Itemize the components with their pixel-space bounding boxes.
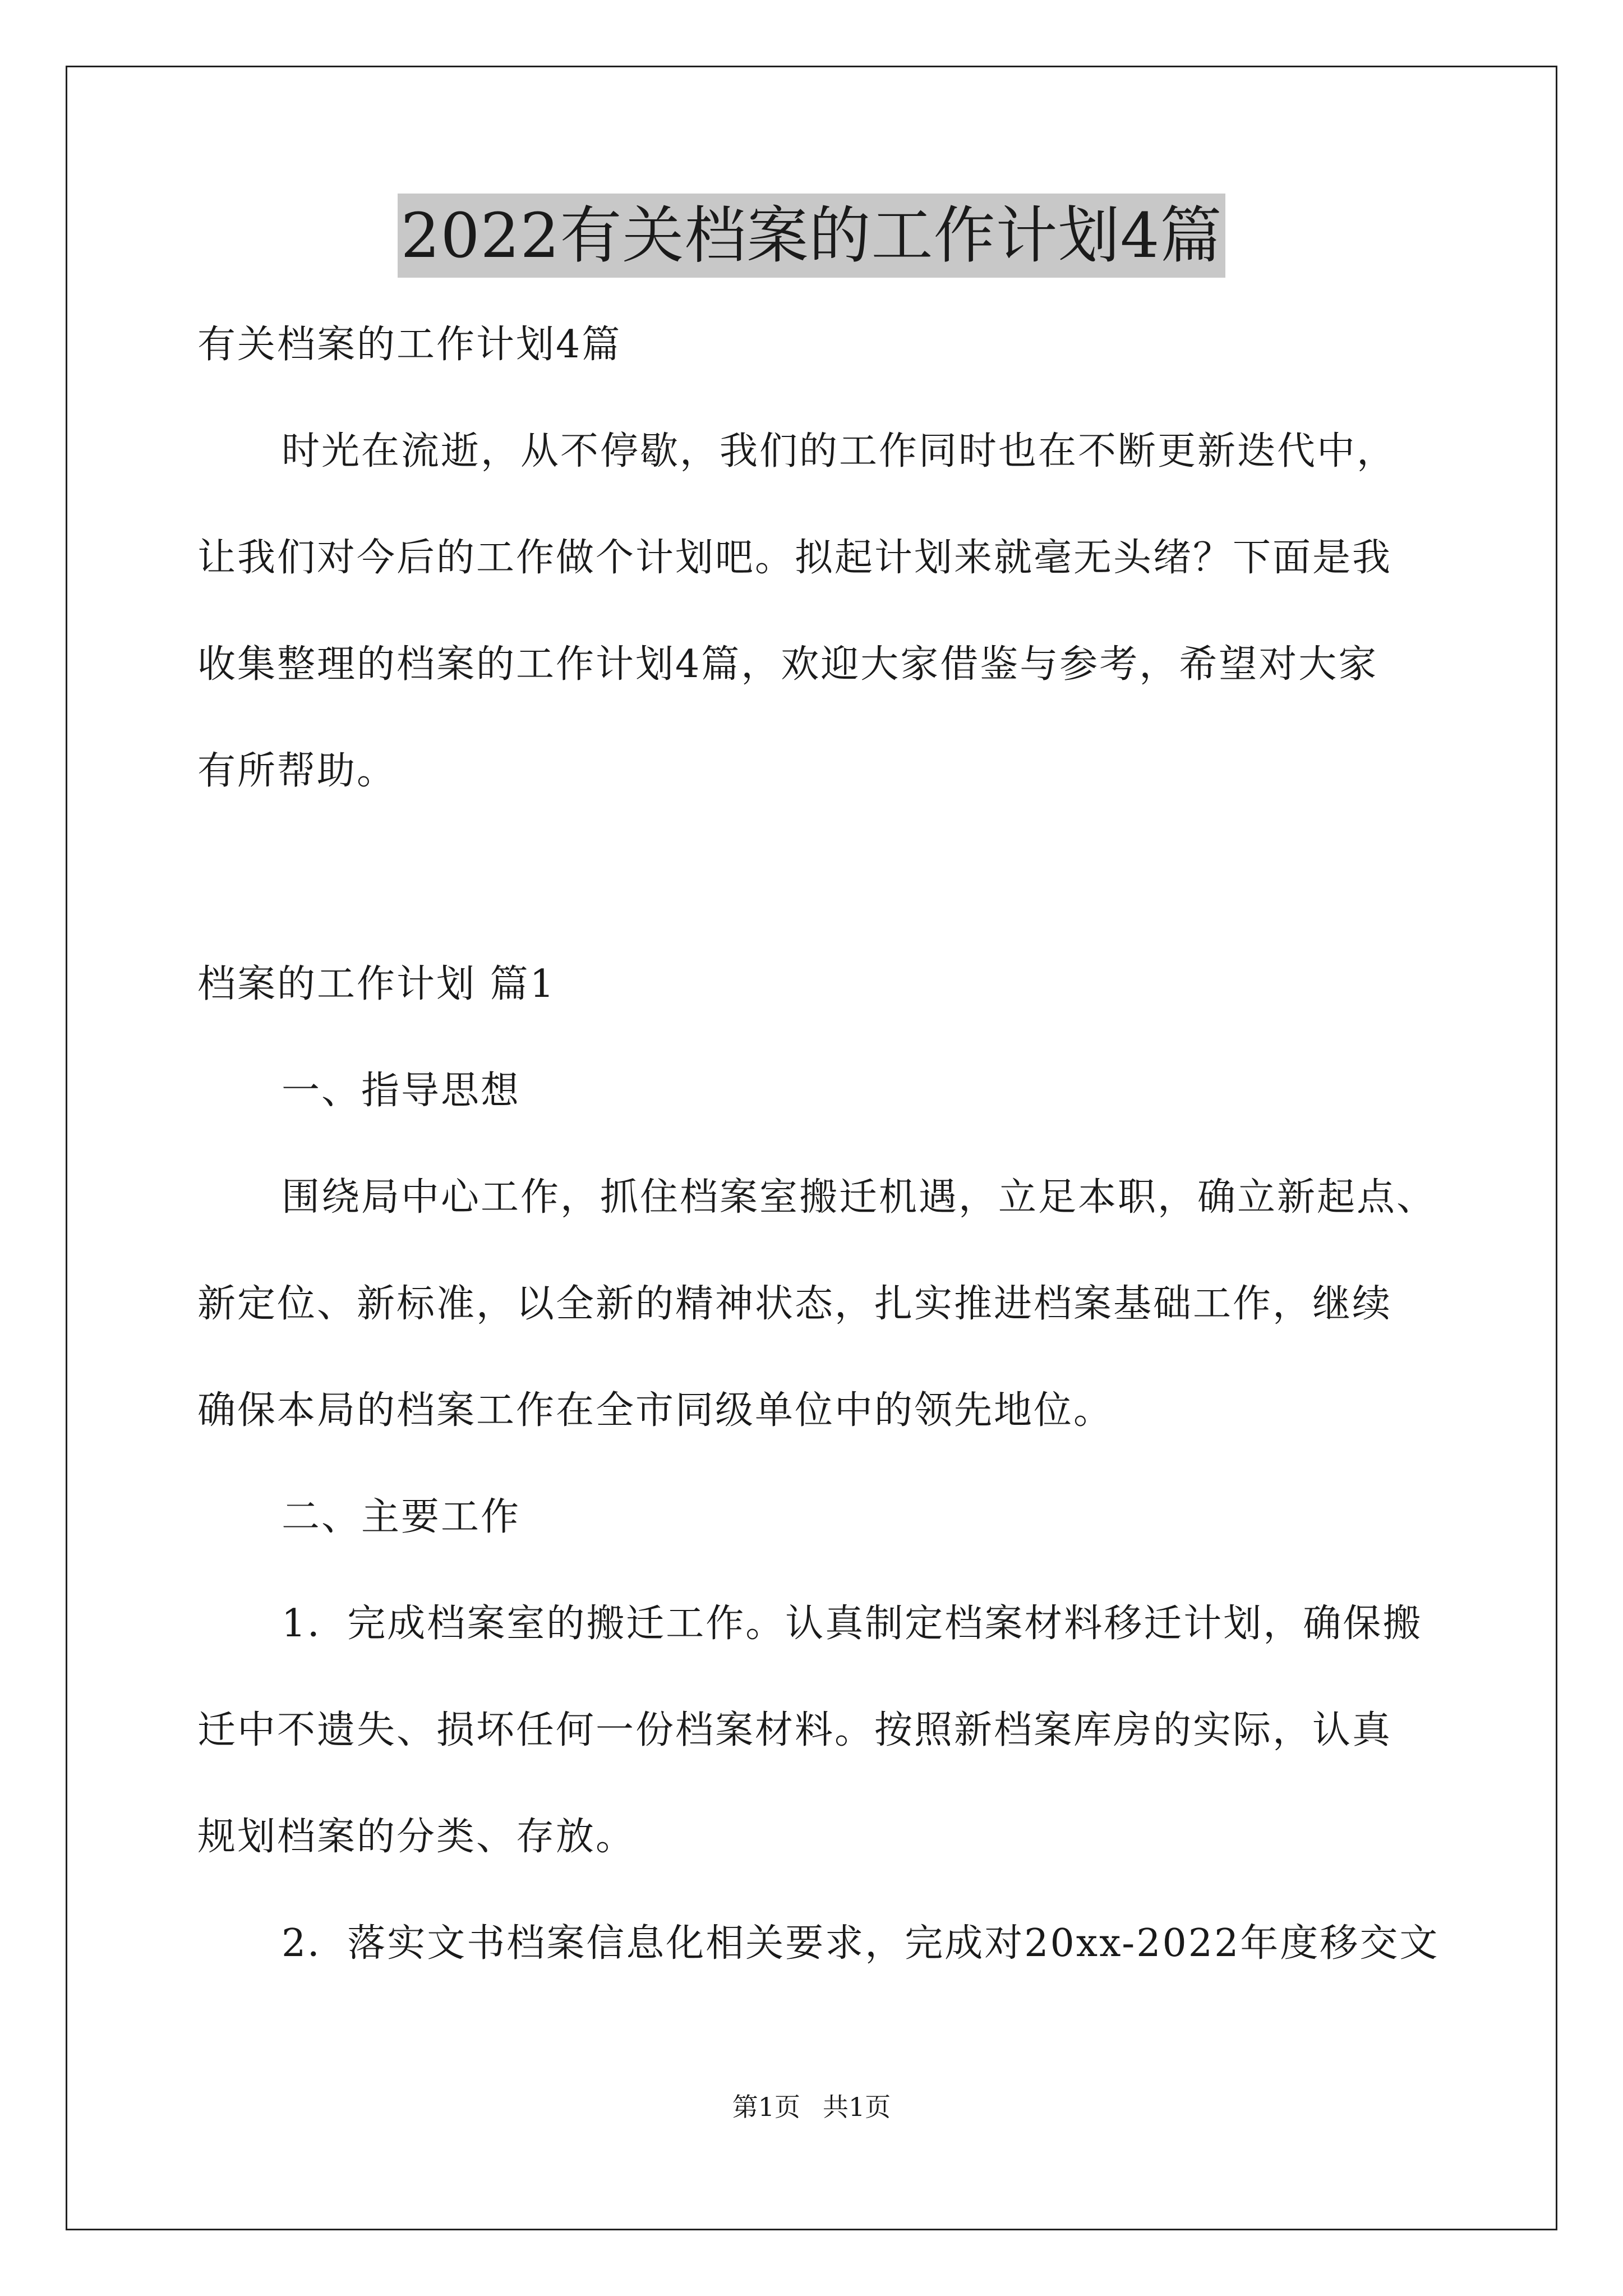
page-number: 第1页	[732, 2092, 800, 2122]
item-2-line-1: 2．落实文书档案信息化相关要求，完成对20xx-2022年度移交文	[282, 1921, 1440, 1966]
intro-line-2: 让我们对今后的工作做个计划吧。拟起计划来就毫无头绪？下面是我	[197, 536, 1393, 580]
heading-guiding-ideology: 一、指导思想	[282, 1069, 521, 1113]
heading-main-work: 二、主要工作	[282, 1495, 521, 1539]
section-title: 档案的工作计划 篇1	[197, 962, 556, 1006]
page-footer	[0, 2090, 1623, 2124]
item-1-line-3: 规划档案的分类、存放。	[197, 1815, 636, 1859]
document-title: 2022有关档案的工作计划4篇	[398, 194, 1226, 278]
item-1-line-2: 迁中不遗失、损坏任何一份档案材料。按照新档案库房的实际，认真	[197, 1708, 1393, 1752]
intro-line-1: 时光在流逝，从不停歇，我们的工作同时也在不断更新迭代中，	[282, 429, 1397, 473]
document-subtitle: 有关档案的工作计划4篇	[197, 323, 622, 367]
page-total: 共1页	[823, 2092, 891, 2122]
item-1-line-1: 1．完成档案室的搬迁工作。认真制定档案材料移迁计划，确保搬	[282, 1602, 1423, 1646]
para-1-line-2: 新定位、新标准，以全新的精神状态，扎实推进档案基础工作，继续	[197, 1282, 1393, 1326]
intro-line-3: 收集整理的档案的工作计划4篇，欢迎大家借鉴与参考，希望对大家	[197, 642, 1378, 687]
para-1-line-3: 确保本局的档案工作在全市同级单位中的领先地位。	[197, 1388, 1114, 1433]
blank-line	[197, 825, 1431, 931]
title-wrapper	[0, 194, 1623, 278]
para-1-line-1: 围绕局中心工作，抓住档案室搬迁机遇，立足本职，确立新起点、	[282, 1175, 1437, 1220]
intro-line-4: 有所帮助。	[197, 749, 397, 793]
document-body	[197, 292, 1440, 1997]
